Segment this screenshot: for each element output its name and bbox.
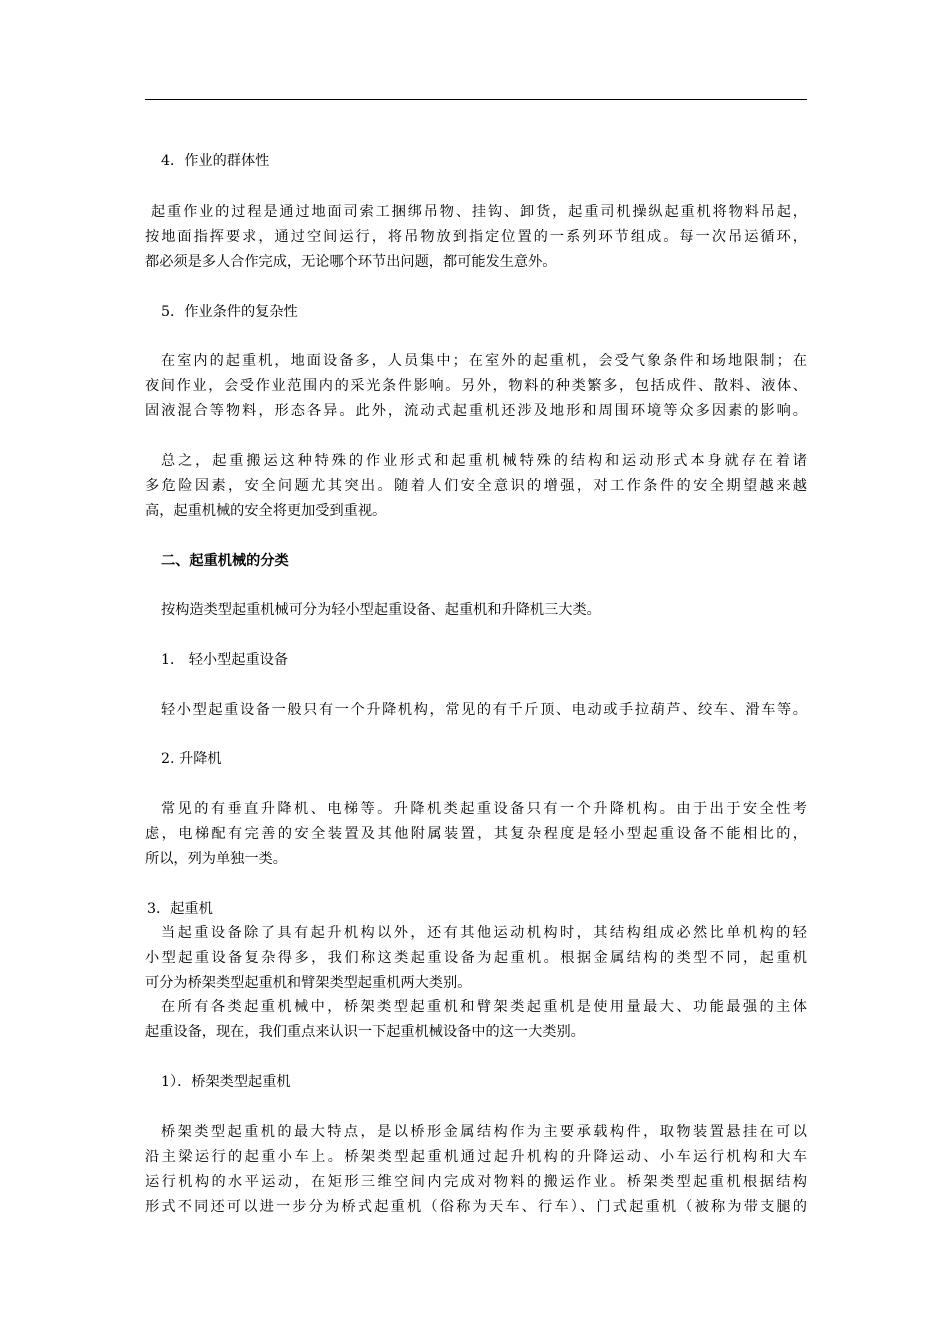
text-line: 4．作业的群体性 (161, 153, 270, 169)
text-line: 虑，电梯配有完善的安全装置及其他附属装置，其复杂程度是轻小型起重设备不能相比的， (145, 826, 807, 842)
text-line: 3．起重机 (147, 901, 213, 917)
text-line: 2. 升降机 (161, 751, 222, 767)
text-line: 按地面指挥要求，通过空间运行，将吊物放到指定位置的一系列环节组成。每一次吊运循环， (145, 229, 807, 245)
text-line: 桥架类型起重机的最大特点，是以桥形金属结构作为主要承载构件，取物装置悬挂在可以 (161, 1124, 807, 1140)
text-line: 当起重设备除了具有起升机构以外，还有其他运动机构时，其结构组成必然比单机构的轻 (161, 925, 807, 941)
text-line: 常见的有垂直升降机、电梯等。升降机类起重设备只有一个升降机构。由于出于安全性考 (161, 801, 807, 817)
text-line: 形式不同还可以进一步分为桥式起重机（俗称为天车、行车）、门式起重机（被称为带支腿的 (145, 1199, 807, 1215)
text-line: 在所有各类起重机械中，桥架类型起重机和臂架类起重机是使用量最大、功能最强的主体 (161, 999, 807, 1015)
text-line: 总之，起重搬运这种特殊的作业形式和起重机械特殊的结构和运动形式本身就存在着诸 (161, 453, 807, 469)
text-line: 轻小型起重设备一般只有一个升降机构，常见的有千斤顶、电动或手拉葫芦、绞车、滑车等。 (161, 702, 807, 718)
text-line: 都必须是多人合作完成，无论哪个环节出问题，都可能发生意外。 (145, 254, 557, 270)
text-line: 小型起重设备复杂得多，我们称这类起重设备为起重机。根据金属结构的类型不同，起重机 (145, 950, 807, 966)
text-line: 所以，列为单独一类。 (145, 851, 287, 867)
text-line: 起重作业的过程是通过地面司索工捆绑吊物、挂钩、卸货，起重司机操纵起重机将物料吊起， (151, 204, 807, 220)
text-line: 1． 轻小型起重设备 (161, 652, 289, 668)
text-line: 固液混合等物料，形态各异。此外，流动式起重机还涉及地形和周围环境等众多因素的影响。 (145, 403, 807, 419)
text-line: 1）．桥架类型起重机 (161, 1074, 291, 1090)
text-line: 在室内的起重机，地面设备多，人员集中；在室外的起重机，会受气象条件和场地限制；在 (161, 353, 807, 369)
text-line: 可分为桥架类型起重机和臂架类型起重机两大类别。 (145, 975, 472, 991)
text-line: 按构造类型起重机械可分为轻小型起重设备、起重机和升降机三大类。 (161, 602, 601, 618)
text-line: 高，起重机械的安全将更加受到重视。 (145, 503, 387, 519)
text-line: 多危险因素，安全问题尤其突出。随着人们安全意识的增强，对工作条件的安全期望越来越 (145, 478, 807, 494)
text-line: 沿主梁运行的起重小车上。桥架类型起重机通过起升机构的升降运动、小车运行机构和大车 (145, 1149, 807, 1165)
text-line: 5．作业条件的复杂性 (161, 304, 298, 320)
text-line: 运行机构的水平运动，在矩形三维空间内完成对物料的搬运作业。桥架类型起重机根据结构 (145, 1174, 807, 1190)
section-heading: 二、起重机械的分类 (161, 553, 289, 569)
header-rule (145, 99, 807, 100)
text-line: 夜间作业，会受作业范围内的采光条件影响。另外，物料的种类繁多，包括成件、散料、液体、 (145, 378, 807, 394)
text-line: 起重设备，现在，我们重点来认识一下起重机械设备中的这一大类别。 (145, 1024, 585, 1040)
